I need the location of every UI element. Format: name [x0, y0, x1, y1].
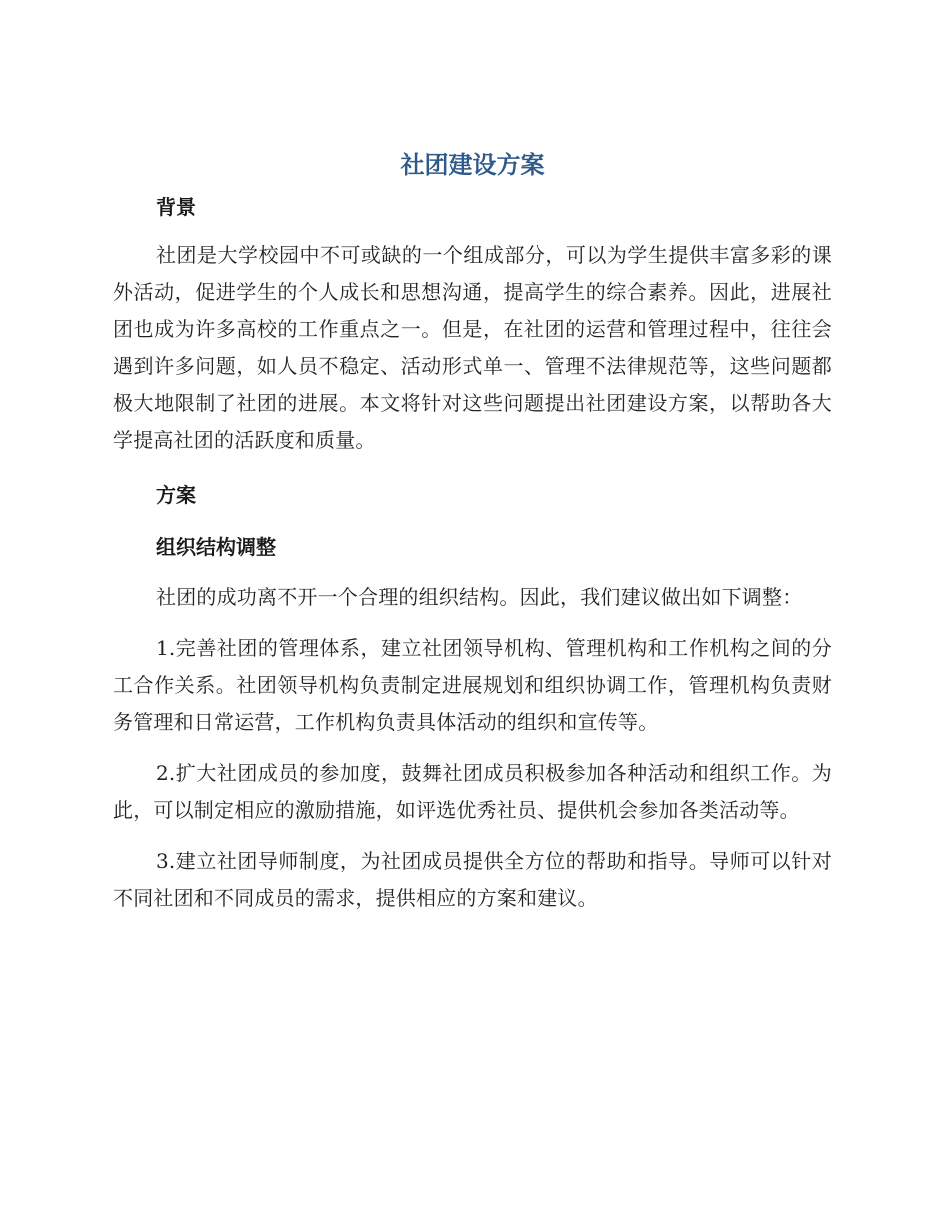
list-item: 1.完善社团的管理体系，建立社团领导机构、管理机构和工作机构之间的分工合作关系。社团领导机构负责制定进展规划和组织协调工作，管理机构负责财务管理和日常运营，工作机构负责具体活动的组织和宣传等。: [113, 636, 832, 734]
section-heading-plan: 方案: [156, 483, 196, 507]
section-heading-background: 背景: [156, 195, 196, 219]
document-title: 社团建设方案: [400, 151, 545, 179]
section-heading-org-structure: 组织结构调整: [156, 535, 276, 559]
list-item: 2.扩大社团成员的参加度，鼓舞社团成员积极参加各种活动和组织工作。为此，可以制定相应的激励措施，如评选优秀社员、提供机会参加各类活动等。: [113, 761, 832, 822]
background-paragraph: 社团是大学校园中不可或缺的一个组成部分，可以为学生提供丰富多彩的课外活动，促进学生的个人成长和思想沟通，提高学生的综合素养。因此，进展社团也成为许多高校的工作重点之一。但是，在社团的运营和管理过程中，往往会遇到许多问题，如人员不稳定、活动形式单一、管理不法律规范等，这些问题都极大地限制了社团的进展。本文将针对这些问题提出社团建设方案，以帮助各大学提高社团的活跃度和质量。: [113, 243, 832, 452]
list-item: 3.建立社团导师制度，为社团成员提供全方位的帮助和指导。导师可以针对不同社团和不同成员的需求，提供相应的方案和建议。: [113, 849, 832, 910]
org-intro-paragraph: 社团的成功离不开一个合理的组织结构。因此，我们建议做出如下调整：: [156, 585, 803, 609]
